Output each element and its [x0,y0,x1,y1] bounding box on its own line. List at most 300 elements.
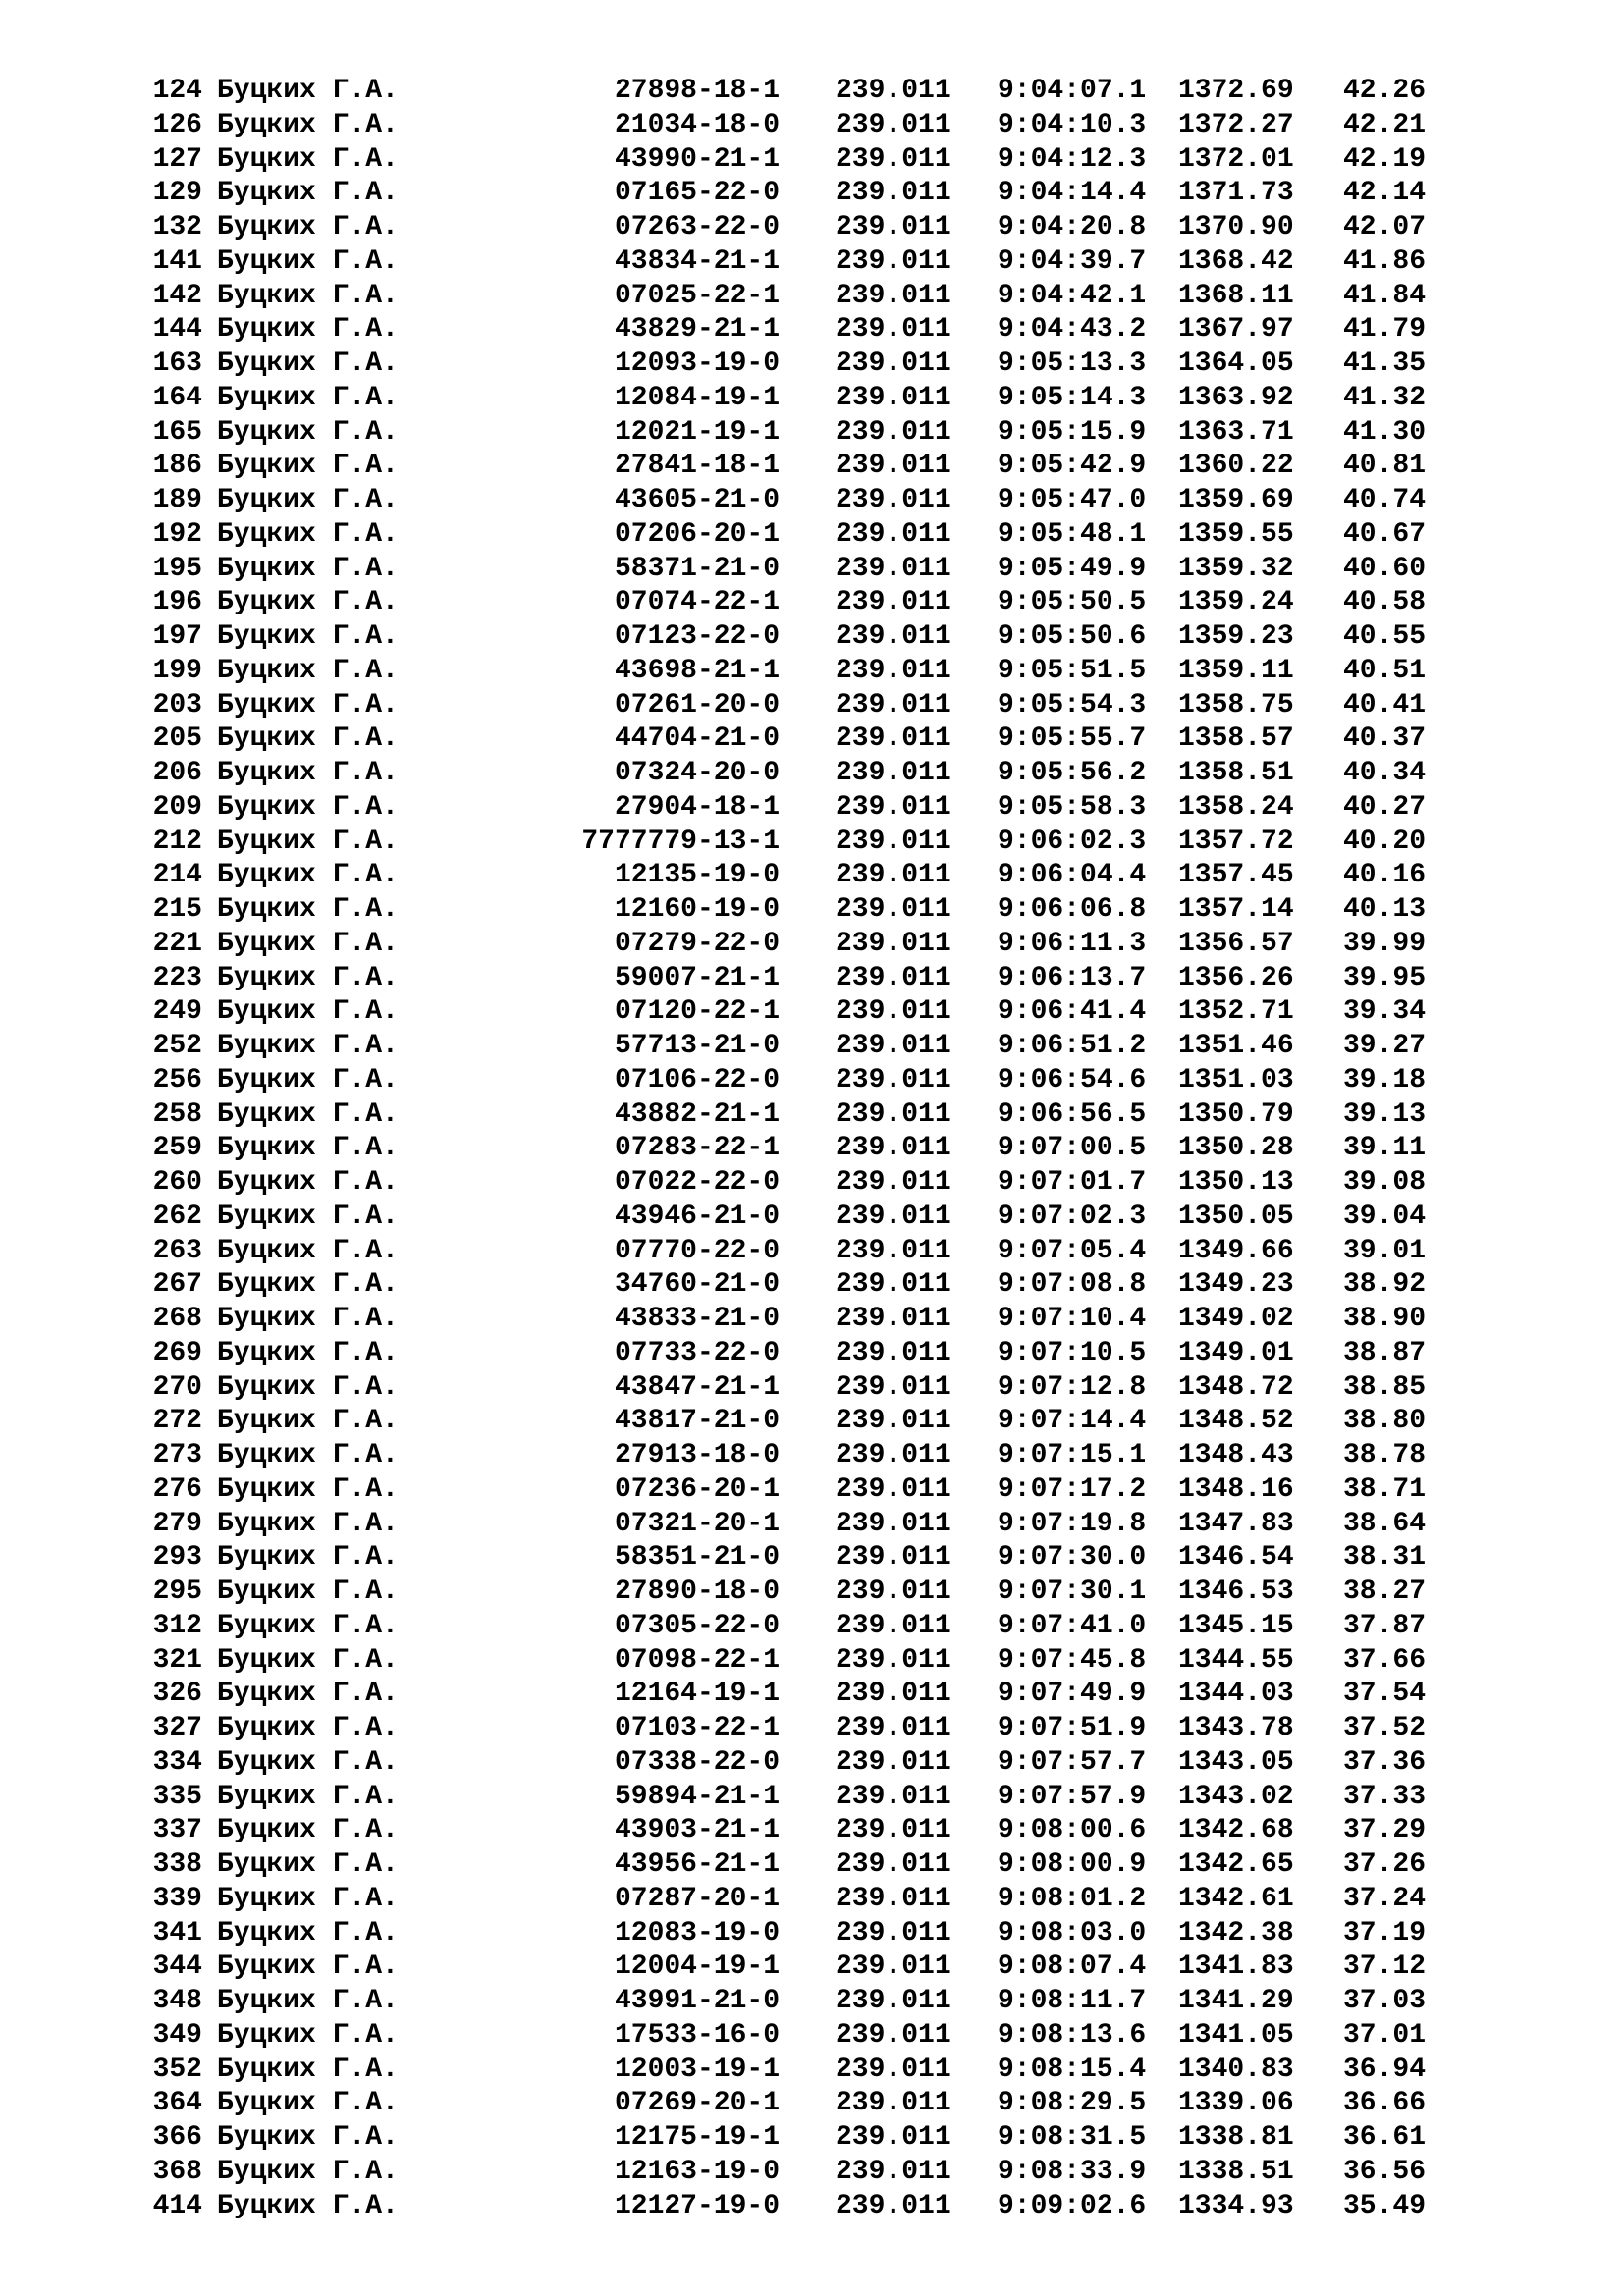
distance-cell: 239.011 [836,518,951,550]
speed-cell: 1348.72 [1178,1371,1294,1403]
coefficient-cell: 40.60 [1343,553,1427,584]
speed-cell: 1341.29 [1178,1986,1294,2016]
distance-cell: 239.011 [836,1031,951,1061]
result-row [0,450,1624,484]
arrival-time-cell: 9:07:45.8 [998,1644,1147,1676]
speed-cell: 1343.78 [1178,1713,1294,1743]
distance-cell: 239.011 [836,1337,951,1368]
distance-cell: 239.011 [836,1917,951,1949]
arrival-time-cell: 9:08:07.4 [998,1951,1147,1983]
distance-cell: 239.011 [836,1713,951,1743]
coefficient-cell: 39.27 [1343,1031,1427,1061]
result-row [0,1508,1624,1542]
speed-cell: 1343.02 [1178,1781,1294,1812]
place-cell: 269 [152,1337,202,1368]
ring-number-cell: 07305-22-0 [614,1610,780,1641]
speed-cell: 1364.05 [1178,348,1294,379]
result-row [0,722,1624,757]
place-cell: 124 [152,76,202,106]
fancier-name-cell: Буцких Г.А. [217,280,399,311]
place-cell: 199 [152,655,202,686]
arrival-time-cell: 9:08:15.4 [998,2054,1147,2085]
fancier-name-cell: Буцких Г.А. [217,1440,399,1470]
fancier-name-cell: Буцких Г.А. [217,621,399,652]
place-cell: 195 [152,553,202,584]
ring-number-cell: 43882-21-1 [614,1098,780,1130]
ring-number-cell: 12093-19-0 [614,348,780,379]
ring-number-cell: 27913-18-0 [614,1440,780,1470]
result-row [0,1644,1624,1679]
speed-cell: 1372.69 [1178,76,1294,106]
speed-cell: 1350.05 [1178,1201,1294,1232]
fancier-name-cell: Буцких Г.А. [217,1269,399,1301]
distance-cell: 239.011 [836,723,951,755]
speed-cell: 1358.75 [1178,689,1294,721]
coefficient-cell: 39.34 [1343,996,1427,1028]
arrival-time-cell: 9:08:00.9 [998,1849,1147,1880]
coefficient-cell: 38.31 [1343,1542,1427,1574]
distance-cell: 239.011 [836,1815,951,1846]
arrival-time-cell: 9:07:12.8 [998,1371,1147,1403]
speed-cell: 1359.55 [1178,518,1294,550]
place-cell: 163 [152,348,202,379]
ring-number-cell: 07098-22-1 [614,1644,780,1676]
arrival-time-cell: 9:04:20.8 [998,212,1147,242]
ring-number-cell: 12163-19-0 [614,2156,780,2187]
fancier-name-cell: Буцких Г.А. [217,1406,399,1437]
place-cell: 326 [152,1679,202,1710]
arrival-time-cell: 9:05:42.9 [998,451,1147,482]
result-row [0,1541,1624,1575]
result-row [0,928,1624,962]
fancier-name-cell: Буцких Г.А. [217,1508,399,1539]
fancier-name-cell: Буцких Г.А. [217,587,399,618]
distance-cell: 239.011 [836,1883,951,1914]
arrival-time-cell: 9:08:00.6 [998,1815,1147,1846]
result-row [0,995,1624,1030]
fancier-name-cell: Буцких Г.А. [217,1167,399,1198]
place-cell: 259 [152,1133,202,1164]
result-row [0,2121,1624,2156]
place-cell: 132 [152,212,202,242]
ring-number-cell: 07324-20-0 [614,758,780,788]
speed-cell: 1340.83 [1178,2054,1294,2085]
arrival-time-cell: 9:04:10.3 [998,109,1147,140]
coefficient-cell: 36.66 [1343,2088,1427,2119]
coefficient-cell: 40.74 [1343,485,1427,515]
coefficient-cell: 39.01 [1343,1235,1427,1266]
place-cell: 214 [152,860,202,891]
place-cell: 368 [152,2156,202,2187]
result-row [0,1268,1624,1303]
distance-cell: 239.011 [836,1508,951,1539]
fancier-name-cell: Буцких Г.А. [217,928,399,959]
fancier-name-cell: Буцких Г.А. [217,314,399,346]
fancier-name-cell: Буцких Г.А. [217,245,399,277]
coefficient-cell: 40.37 [1343,723,1427,755]
coefficient-cell: 38.90 [1343,1304,1427,1334]
place-cell: 272 [152,1406,202,1437]
result-row [0,2054,1624,2088]
result-row [0,1848,1624,1883]
arrival-time-cell: 9:04:42.1 [998,280,1147,311]
speed-cell: 1372.27 [1178,109,1294,140]
arrival-time-cell: 9:07:51.9 [998,1713,1147,1743]
arrival-time-cell: 9:07:01.7 [998,1167,1147,1198]
fancier-name-cell: Буцких Г.А. [217,1576,399,1607]
distance-cell: 239.011 [836,1473,951,1505]
ring-number-cell: 27904-18-1 [614,791,780,823]
distance-cell: 239.011 [836,109,951,140]
place-cell: 215 [152,894,202,925]
result-row [0,1166,1624,1201]
coefficient-cell: 40.20 [1343,826,1427,857]
coefficient-cell: 37.01 [1343,2019,1427,2051]
arrival-time-cell: 9:08:01.2 [998,1883,1147,1914]
ring-number-cell: 07261-20-0 [614,689,780,721]
ring-number-cell: 07022-22-0 [614,1167,780,1198]
coefficient-cell: 36.94 [1343,2054,1427,2085]
coefficient-cell: 40.27 [1343,791,1427,823]
result-row [0,1610,1624,1644]
distance-cell: 239.011 [836,1064,951,1095]
arrival-time-cell: 9:06:54.6 [998,1064,1147,1095]
result-row [0,1235,1624,1269]
result-row [0,1201,1624,1235]
distance-cell: 239.011 [836,1371,951,1403]
distance-cell: 239.011 [836,655,951,686]
coefficient-cell: 41.32 [1343,382,1427,413]
ring-number-cell: 7777779-13-1 [581,826,780,857]
place-cell: 349 [152,2019,202,2051]
coefficient-cell: 40.58 [1343,587,1427,618]
ring-number-cell: 07106-22-0 [614,1064,780,1095]
place-cell: 327 [152,1713,202,1743]
speed-cell: 1359.24 [1178,587,1294,618]
fancier-name-cell: Буцких Г.А. [217,109,399,140]
place-cell: 260 [152,1167,202,1198]
distance-cell: 239.011 [836,1576,951,1607]
ring-number-cell: 07321-20-1 [614,1508,780,1539]
fancier-name-cell: Буцких Г.А. [217,2156,399,2187]
result-row [0,1985,1624,2019]
ring-number-cell: 07206-20-1 [614,518,780,550]
distance-cell: 239.011 [836,1542,951,1574]
result-row [0,1712,1624,1746]
ring-number-cell: 07279-22-0 [614,928,780,959]
place-cell: 366 [152,2122,202,2153]
result-row [0,1371,1624,1406]
arrival-time-cell: 9:05:13.3 [998,348,1147,379]
coefficient-cell: 36.56 [1343,2156,1427,2187]
fancier-name-cell: Буцких Г.А. [217,1781,399,1812]
result-row [0,586,1624,620]
distance-cell: 239.011 [836,689,951,721]
place-cell: 203 [152,689,202,721]
distance-cell: 239.011 [836,2122,951,2153]
arrival-time-cell: 9:07:41.0 [998,1610,1147,1641]
place-cell: 341 [152,1917,202,1949]
arrival-time-cell: 9:05:54.3 [998,689,1147,721]
ring-number-cell: 43903-21-1 [614,1815,780,1846]
ring-number-cell: 12083-19-0 [614,1917,780,1949]
distance-cell: 239.011 [836,1133,951,1164]
arrival-time-cell: 9:07:57.7 [998,1746,1147,1778]
coefficient-cell: 41.79 [1343,314,1427,346]
ring-number-cell: 43829-21-1 [614,314,780,346]
result-row [0,382,1624,416]
place-cell: 256 [152,1064,202,1095]
ring-number-cell: 12021-19-1 [614,416,780,448]
ring-number-cell: 07287-20-1 [614,1883,780,1914]
speed-cell: 1350.28 [1178,1133,1294,1164]
ring-number-cell: 27841-18-1 [614,451,780,482]
coefficient-cell: 37.66 [1343,1644,1427,1676]
speed-cell: 1359.11 [1178,655,1294,686]
speed-cell: 1344.55 [1178,1644,1294,1676]
distance-cell: 239.011 [836,928,951,959]
result-row [0,655,1624,689]
distance-cell: 239.011 [836,1098,951,1130]
speed-cell: 1343.05 [1178,1746,1294,1778]
coefficient-cell: 37.03 [1343,1986,1427,2016]
speed-cell: 1351.03 [1178,1064,1294,1095]
ring-number-cell: 12004-19-1 [614,1951,780,1983]
ring-number-cell: 34760-21-0 [614,1269,780,1301]
ring-number-cell: 43817-21-0 [614,1406,780,1437]
speed-cell: 1371.73 [1178,178,1294,209]
speed-cell: 1338.81 [1178,2122,1294,2153]
result-row [0,313,1624,347]
result-row [0,1064,1624,1098]
fancier-name-cell: Буцких Г.А. [217,2019,399,2051]
fancier-name-cell: Буцких Г.А. [217,1371,399,1403]
place-cell: 414 [152,2190,202,2221]
ring-number-cell: 12175-19-1 [614,2122,780,2153]
ring-number-cell: 58351-21-0 [614,1542,780,1574]
result-row [0,826,1624,860]
place-cell: 165 [152,416,202,448]
coefficient-cell: 38.64 [1343,1508,1427,1539]
coefficient-cell: 40.34 [1343,758,1427,788]
place-cell: 321 [152,1644,202,1676]
arrival-time-cell: 9:07:30.1 [998,1576,1147,1607]
coefficient-cell: 40.51 [1343,655,1427,686]
speed-cell: 1349.66 [1178,1235,1294,1266]
place-cell: 186 [152,451,202,482]
coefficient-cell: 41.30 [1343,416,1427,448]
distance-cell: 239.011 [836,1746,951,1778]
arrival-time-cell: 9:05:15.9 [998,416,1147,448]
fancier-name-cell: Буцких Г.А. [217,1644,399,1676]
result-row [0,416,1624,451]
fancier-name-cell: Буцких Г.А. [217,1815,399,1846]
distance-cell: 239.011 [836,245,951,277]
coefficient-cell: 40.67 [1343,518,1427,550]
arrival-time-cell: 9:07:02.3 [998,1201,1147,1232]
result-row [0,791,1624,826]
coefficient-cell: 37.19 [1343,1917,1427,1949]
distance-cell: 239.011 [836,485,951,515]
result-row [0,962,1624,996]
arrival-time-cell: 9:06:02.3 [998,826,1147,857]
place-cell: 338 [152,1849,202,1880]
place-cell: 206 [152,758,202,788]
result-row [0,1473,1624,1508]
result-row [0,211,1624,245]
result-row [0,177,1624,211]
speed-cell: 1356.57 [1178,928,1294,959]
coefficient-cell: 38.71 [1343,1473,1427,1505]
speed-cell: 1348.16 [1178,1473,1294,1505]
result-row [0,893,1624,928]
fancier-name-cell: Буцких Г.А. [217,1986,399,2016]
distance-cell: 239.011 [836,1304,951,1334]
place-cell: 263 [152,1235,202,1266]
fancier-name-cell: Буцких Г.А. [217,451,399,482]
place-cell: 295 [152,1576,202,1607]
place-cell: 209 [152,791,202,823]
place-cell: 352 [152,2054,202,2085]
coefficient-cell: 41.84 [1343,280,1427,311]
fancier-name-cell: Буцких Г.А. [217,1304,399,1334]
speed-cell: 1334.93 [1178,2190,1294,2221]
fancier-name-cell: Буцких Г.А. [217,758,399,788]
speed-cell: 1363.71 [1178,416,1294,448]
arrival-time-cell: 9:07:05.4 [998,1235,1147,1266]
arrival-time-cell: 9:04:07.1 [998,76,1147,106]
speed-cell: 1370.90 [1178,212,1294,242]
ring-number-cell: 07120-22-1 [614,996,780,1028]
fancier-name-cell: Буцких Г.А. [217,1713,399,1743]
fancier-name-cell: Буцких Г.А. [217,723,399,755]
arrival-time-cell: 9:04:43.2 [998,314,1147,346]
distance-cell: 239.011 [836,416,951,448]
arrival-time-cell: 9:05:49.9 [998,553,1147,584]
place-cell: 268 [152,1304,202,1334]
fancier-name-cell: Буцких Г.А. [217,553,399,584]
arrival-time-cell: 9:08:31.5 [998,2122,1147,2153]
result-row [0,1950,1624,1985]
place-cell: 273 [152,1440,202,1470]
fancier-name-cell: Буцких Г.А. [217,416,399,448]
arrival-time-cell: 9:06:04.4 [998,860,1147,891]
speed-cell: 1338.51 [1178,2156,1294,2187]
fancier-name-cell: Буцких Г.А. [217,2122,399,2153]
result-row [0,75,1624,109]
speed-cell: 1368.42 [1178,245,1294,277]
arrival-time-cell: 9:05:55.7 [998,723,1147,755]
fancier-name-cell: Буцких Г.А. [217,1849,399,1880]
ring-number-cell: 07733-22-0 [614,1337,780,1368]
coefficient-cell: 37.33 [1343,1781,1427,1812]
fancier-name-cell: Буцких Г.А. [217,348,399,379]
coefficient-cell: 37.36 [1343,1746,1427,1778]
fancier-name-cell: Буцких Г.А. [217,1746,399,1778]
fancier-name-cell: Буцких Г.А. [217,382,399,413]
result-row [0,689,1624,723]
place-cell: 344 [152,1951,202,1983]
arrival-time-cell: 9:07:14.4 [998,1406,1147,1437]
speed-cell: 1368.11 [1178,280,1294,311]
arrival-time-cell: 9:04:12.3 [998,143,1147,175]
fancier-name-cell: Буцких Г.А. [217,485,399,515]
place-cell: 189 [152,485,202,515]
arrival-time-cell: 9:07:19.8 [998,1508,1147,1539]
place-cell: 267 [152,1269,202,1301]
place-cell: 196 [152,587,202,618]
ring-number-cell: 27898-18-1 [614,76,780,106]
fancier-name-cell: Буцких Г.А. [217,655,399,686]
speed-cell: 1345.15 [1178,1610,1294,1641]
result-row [0,109,1624,143]
place-cell: 258 [152,1098,202,1130]
coefficient-cell: 38.80 [1343,1406,1427,1437]
distance-cell: 239.011 [836,2054,951,2085]
arrival-time-cell: 9:05:48.1 [998,518,1147,550]
speed-cell: 1339.06 [1178,2088,1294,2119]
speed-cell: 1359.69 [1178,485,1294,515]
distance-cell: 239.011 [836,2019,951,2051]
arrival-time-cell: 9:05:50.6 [998,621,1147,652]
ring-number-cell: 17533-16-0 [614,2019,780,2051]
arrival-time-cell: 9:06:51.2 [998,1031,1147,1061]
ring-number-cell: 07074-22-1 [614,587,780,618]
place-cell: 270 [152,1371,202,1403]
fancier-name-cell: Буцких Г.А. [217,2054,399,2085]
speed-cell: 1342.65 [1178,1849,1294,1880]
arrival-time-cell: 9:05:47.0 [998,485,1147,515]
result-row [0,1781,1624,1815]
fancier-name-cell: Буцких Г.А. [217,1031,399,1061]
speed-cell: 1342.61 [1178,1883,1294,1914]
arrival-time-cell: 9:05:58.3 [998,791,1147,823]
distance-cell: 239.011 [836,212,951,242]
ring-number-cell: 12135-19-0 [614,860,780,891]
distance-cell: 239.011 [836,143,951,175]
fancier-name-cell: Буцких Г.А. [217,1064,399,1095]
arrival-time-cell: 9:07:10.5 [998,1337,1147,1368]
result-row [0,1575,1624,1610]
coefficient-cell: 39.99 [1343,928,1427,959]
distance-cell: 239.011 [836,1679,951,1710]
result-row [0,1746,1624,1781]
coefficient-cell: 42.19 [1343,143,1427,175]
ring-number-cell: 07338-22-0 [614,1746,780,1778]
fancier-name-cell: Буцких Г.А. [217,1473,399,1505]
result-row [0,1098,1624,1133]
distance-cell: 239.011 [836,2088,951,2119]
speed-cell: 1346.54 [1178,1542,1294,1574]
results-list [0,75,1624,2223]
result-row [0,2087,1624,2121]
place-cell: 129 [152,178,202,209]
place-cell: 164 [152,382,202,413]
speed-cell: 1344.03 [1178,1679,1294,1710]
distance-cell: 239.011 [836,553,951,584]
distance-cell: 239.011 [836,2190,951,2221]
distance-cell: 239.011 [836,826,951,857]
distance-cell: 239.011 [836,621,951,652]
coefficient-cell: 39.13 [1343,1098,1427,1130]
distance-cell: 239.011 [836,791,951,823]
distance-cell: 239.011 [836,894,951,925]
fancier-name-cell: Буцких Г.А. [217,1133,399,1164]
place-cell: 126 [152,109,202,140]
coefficient-cell: 38.92 [1343,1269,1427,1301]
arrival-time-cell: 9:06:13.7 [998,962,1147,993]
place-cell: 364 [152,2088,202,2119]
